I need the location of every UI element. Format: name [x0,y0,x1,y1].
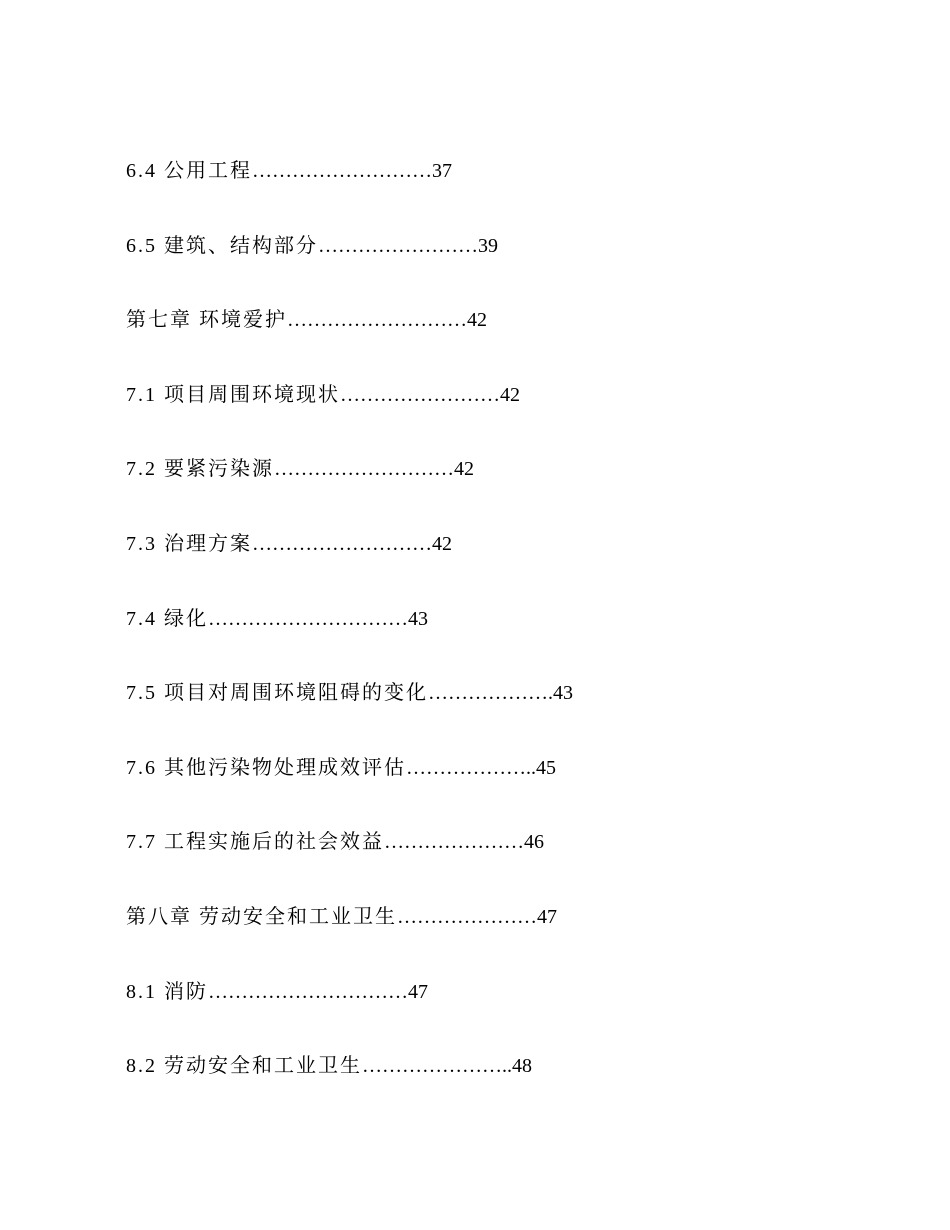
toc-entry[interactable] [126,228,826,303]
toc-entry-leader: ………………………… [208,607,408,630]
toc-entry-title: 7.2 要紧污染源 [126,458,274,481]
toc-entry[interactable] [126,750,826,825]
toc-entry[interactable] [126,1048,826,1123]
toc-entry-title: 第七章 环境爱护 [126,309,287,332]
toc-entry-title: 7.3 治理方案 [126,532,252,555]
toc-entry-page: 45 [536,756,556,779]
toc-entry-leader: ……………………… [274,458,454,481]
toc-entry-leader: …………………… [340,383,500,406]
toc-entry-leader: ……………………… [287,309,467,332]
toc-entry-title: 6.4 公用工程 [126,160,252,182]
toc-entry-page: 46 [524,831,544,854]
toc-entry[interactable] [126,302,826,377]
toc-entry-title: 8.1 消防 [126,980,208,1003]
toc-entry-page: 47 [408,980,428,1003]
toc-entry-page: 47 [537,905,557,928]
toc-entry[interactable] [126,974,826,1049]
toc-entry-page: 42 [432,532,452,555]
table-of-contents [126,153,826,1123]
toc-entry-page: 42 [467,309,487,332]
toc-entry-title: 8.2 劳动安全和工业卫生 [126,1055,362,1078]
toc-entry-title: 7.5 项目对周围环境阻碍的变化 [126,682,428,705]
toc-entry[interactable] [126,153,826,228]
toc-entry-page: 43 [553,682,573,705]
toc-entry-leader: ………………….. [362,1055,512,1078]
toc-entry-page: 37 [432,160,452,182]
toc-entry-title: 7.1 项目周围环境现状 [126,383,340,406]
toc-entry-leader: ……………………… [252,160,432,182]
toc-entry[interactable] [126,377,826,452]
toc-entry-title: 7.7 工程实施后的社会效益 [126,831,384,854]
toc-entry-title: 7.6 其他污染物处理成效评估 [126,756,406,779]
toc-entry[interactable] [126,899,826,974]
toc-entry-leader: …………………… [318,234,478,257]
toc-entry[interactable] [126,451,826,526]
toc-entry-title: 7.4 绿化 [126,607,208,630]
toc-entry-page: 42 [454,458,474,481]
toc-entry-leader: ………………… [384,831,524,854]
toc-entry-leader: ……………….. [406,756,536,779]
toc-entry-page: 48 [512,1055,532,1078]
toc-entry[interactable] [126,601,826,676]
toc-entry-leader: ……………………… [252,532,432,555]
toc-entry[interactable] [126,526,826,601]
toc-entry-leader: ………………. [428,682,553,705]
toc-entry[interactable] [126,824,826,899]
toc-entry-leader: ………………………… [208,980,408,1003]
toc-entry-leader: ………………… [397,905,537,928]
toc-entry-page: 42 [500,383,520,406]
toc-entry-title: 第八章 劳动安全和工业卫生 [126,905,397,928]
toc-entry-page: 43 [408,607,428,630]
toc-entry-title: 6.5 建筑、结构部分 [126,234,318,257]
toc-entry[interactable] [126,675,826,750]
toc-entry-page: 39 [478,234,498,257]
